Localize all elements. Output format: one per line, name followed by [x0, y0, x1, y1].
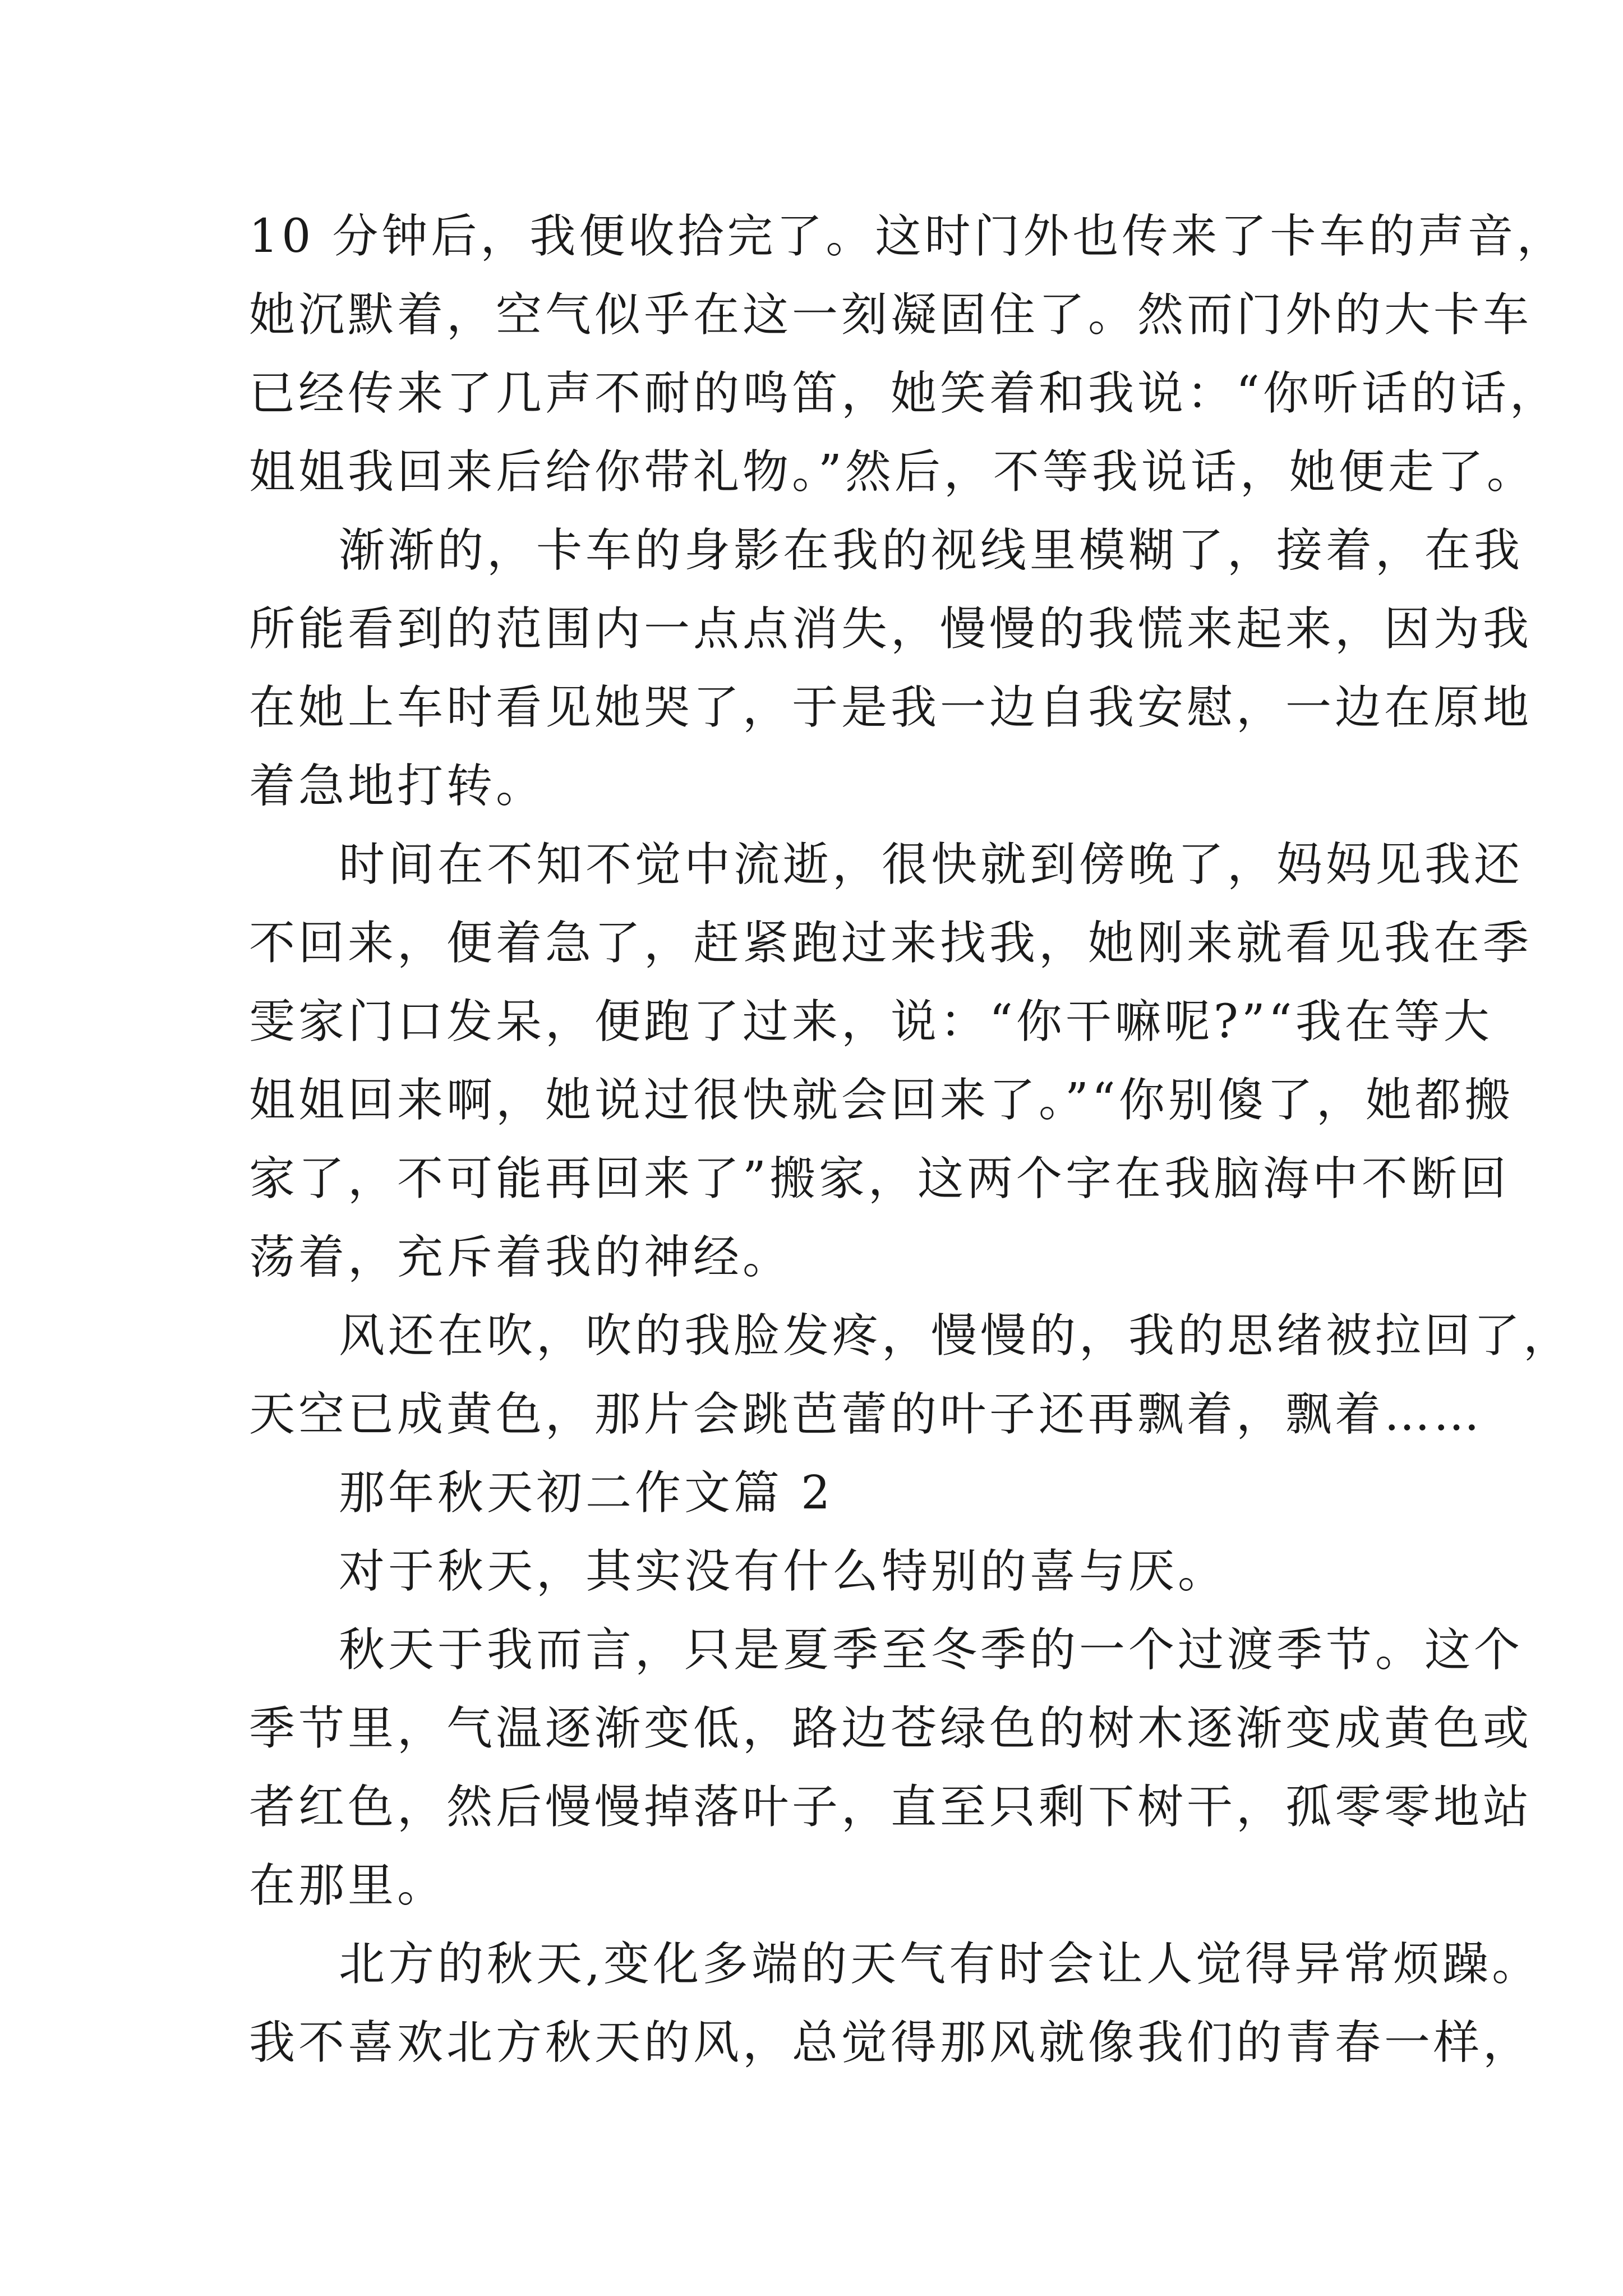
text-line: 天空已成黄色，那片会跳芭蕾的叶子还再飘着，飘着……	[249, 1388, 1483, 1441]
text-line: 家了，不可能再回来了”搬家，这两个字在我脑海中不断回	[249, 1152, 1510, 1205]
text-line: 对于秋天，其实没有什么特别的喜与厌。	[339, 1545, 1228, 1598]
text-line: 所能看到的范围内一点点消失，慢慢的我慌来起来，因为我	[249, 602, 1533, 656]
text-line: 她沉默着，空气似乎在这一刻凝固住了。然而门外的大卡车	[249, 288, 1533, 342]
text-line: 荡着，充斥着我的神经。	[249, 1231, 792, 1284]
text-line: 不回来，便着急了，赶紧跑过来找我，她刚来就看见我在季	[249, 917, 1533, 970]
text-line: 季节里，气温逐渐变低，路边苍绿色的树木逐渐变成黄色或	[249, 1702, 1533, 1755]
text-line: 秋天于我而言，只是夏季至冬季的一个过渡季节。这个	[339, 1623, 1524, 1677]
text-line: 姐姐回来啊，她说过很快就会回来了。”“你别傻了，她都搬	[249, 1074, 1514, 1127]
text-line: 10 分钟后，我便收拾完了。这时门外也传来了卡车的声音，	[249, 210, 1566, 263]
text-line: 北方的秋天,变化多端的天气有时会让人觉得异常烦躁。	[339, 1938, 1542, 1991]
text-line: 着急地打转。	[249, 760, 546, 813]
text-line: 时间在不知不觉中流逝，很快就到傍晚了，妈妈见我还	[339, 838, 1524, 891]
text-line: 风还在吹，吹的我脸发疼，慢慢的，我的思绪被拉回了，	[339, 1309, 1573, 1363]
text-line: 我不喜欢北方秋天的风，总觉得那风就像我们的青春一样，	[249, 2016, 1533, 2069]
text-line: 已经传来了几声不耐的鸣笛，她笑着和我说：“你听话的话，	[249, 367, 1559, 420]
text-line: 雯家门口发呆，便跑了过来，说：“你干嘛呢?”“我在等大	[249, 995, 1493, 1048]
text-line: 者红色，然后慢慢掉落叶子，直至只剩下树干，孤零零地站	[249, 1780, 1533, 1834]
text-line: 姐姐我回来后给你带礼物。”然后，不等我说话，她便走了。	[249, 445, 1536, 499]
text-line: 在那里。	[249, 1859, 447, 1912]
section-heading: 那年秋天初二作文篇 2	[339, 1466, 834, 1520]
text-line: 在她上车时看见她哭了，于是我一边自我安慰，一边在原地	[249, 681, 1533, 734]
text-line: 渐渐的，卡车的身影在我的视线里模糊了，接着，在我	[339, 524, 1524, 577]
